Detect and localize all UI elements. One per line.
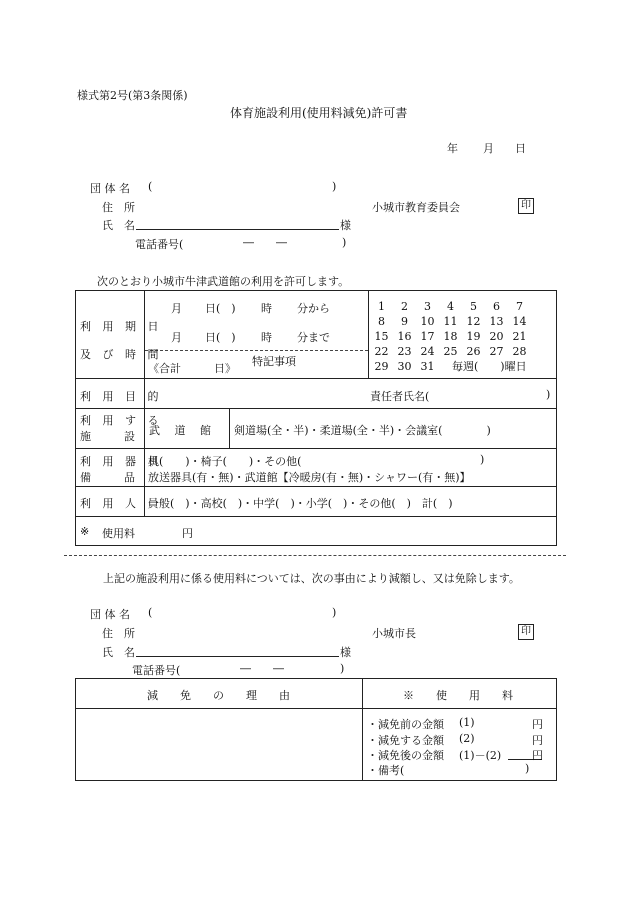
facility-label-line1: 利 用 す る [80, 414, 163, 427]
date-day: 日 [515, 142, 526, 155]
phone-separator-2: ― [276, 236, 287, 249]
responsible-person-label: 責任者氏名( [370, 390, 430, 403]
group-name-label-2: 団 体 名 [90, 608, 130, 621]
issuer-name-2: 小城市長 [372, 627, 416, 640]
seal-mark-2: 印 [518, 624, 534, 640]
calendar-day: 17 [420, 330, 435, 343]
table-divider [75, 486, 557, 487]
equipment-line2: 放送器具(有・無)・武道館【冷暖房(有・無)・シャワー(有・無)】 [148, 471, 471, 484]
before-amount-unit: 円 [532, 718, 543, 731]
cut-line [64, 555, 566, 556]
table-divider [75, 378, 557, 379]
calendar-day: 22 [374, 345, 389, 358]
remarks-label: ・備考( [367, 764, 405, 777]
phone-label: 電話番号( [135, 238, 184, 251]
calendar-day: 11 [443, 315, 458, 328]
calendar-day: 21 [512, 330, 527, 343]
calendar-divider [368, 290, 369, 378]
name-label: 氏 名 [102, 219, 135, 232]
users-detail: 一般( )・高校( )・中学( )・小学( )・その他( ) 計( ) [148, 497, 453, 510]
reduction-text: 上記の施設利用に係る使用料については、次の事由により減額し、又は免除します。 [103, 572, 520, 585]
calendar-day: 28 [512, 345, 527, 358]
calendar-day: 9 [401, 315, 408, 328]
time-dashed-divider [145, 350, 368, 351]
reason-header: 減 免 の 理 由 [147, 689, 290, 702]
facility-label-line2: 施 設 [80, 430, 135, 443]
calendar-day: 13 [489, 315, 504, 328]
calendar-day: 24 [420, 345, 435, 358]
calendar-day: 2 [401, 300, 408, 313]
phone-separator-1: ― [243, 236, 254, 249]
phone-separator-2-2: ― [273, 662, 284, 675]
period-label-line2: 及 び 時 間 [80, 348, 163, 361]
calendar-day: 27 [489, 345, 504, 358]
before-amount-ref: (1) [459, 716, 475, 729]
to-day: 日( ) [205, 331, 236, 344]
period-label-line1: 利 用 期 日 [80, 320, 163, 333]
name-suffix: 様 [340, 219, 351, 232]
document-title: 体育施設利用(使用料減免)許可書 [230, 106, 408, 120]
after-amount-ref: (1)－(2) [459, 749, 502, 762]
name-field-line [136, 229, 339, 230]
fee-header: ※ 使 用 料 [403, 689, 513, 702]
phone-label-2: 電話番号( [132, 664, 181, 677]
weekly-day: 毎週( )曜日 [452, 360, 527, 373]
calendar-day: 8 [378, 315, 385, 328]
phone-close-2: ) [340, 662, 345, 675]
seal-mark: 印 [518, 198, 534, 214]
calendar-day: 29 [374, 360, 389, 373]
calendar-day: 6 [493, 300, 500, 313]
issuer-name: 小城市教育委員会 [372, 201, 460, 214]
remarks-close: ) [525, 762, 530, 775]
group-name-close-2: ) [332, 606, 337, 619]
group-name-label: 団 体 名 [90, 182, 130, 195]
table-divider [75, 448, 557, 449]
calendar-day: 20 [489, 330, 504, 343]
fee-label: 使用料 [102, 527, 135, 540]
table-divider [75, 516, 557, 517]
phone-close: ) [342, 236, 347, 249]
group-name-open-2: ( [148, 606, 153, 619]
calendar-day: 19 [466, 330, 481, 343]
calendar-day: 31 [420, 360, 435, 373]
to-minute: 分まで [297, 331, 330, 344]
calendar-day: 10 [420, 315, 435, 328]
intro-text: 次のとおり小城市牛津武道館の利用を許可します。 [97, 275, 350, 288]
table-divider [75, 408, 557, 409]
equipment-line1: 机( )・椅子( )・その他( [148, 455, 302, 468]
calendar-day: 30 [397, 360, 412, 373]
equipment-line1-close: ) [480, 453, 485, 466]
users-label: 利 用 人 員 [80, 497, 163, 510]
special-notes-label: 特記事項 [252, 355, 296, 368]
date-year: 年 [447, 142, 458, 155]
calendar-day: 25 [443, 345, 458, 358]
equipment-label-line1: 利 用 器 具 [80, 455, 163, 468]
address-label-2: 住 所 [102, 627, 135, 640]
calendar-day: 3 [424, 300, 431, 313]
purpose-label: 利 用 目 的 [80, 390, 163, 403]
name-suffix-2: 様 [340, 646, 351, 659]
responsible-person-close: ) [546, 388, 551, 401]
calendar-day: 15 [374, 330, 389, 343]
reduction-amount-ref: (2) [459, 732, 475, 745]
facility-detail: 剣道場(全・半)・柔道場(全・半)・会議室( ) [234, 424, 491, 437]
calendar-day: 12 [466, 315, 481, 328]
to-hour: 時 [261, 331, 272, 344]
equipment-label-line2: 備 品 [80, 471, 135, 484]
name-label-2: 氏 名 [102, 646, 135, 659]
group-name-open: ( [148, 180, 153, 193]
name-field-line-2 [136, 656, 339, 657]
fee-unit: 円 [182, 527, 193, 540]
calendar-day: 7 [516, 300, 523, 313]
calendar-day: 16 [397, 330, 412, 343]
address-label: 住 所 [102, 201, 135, 214]
date-month: 月 [483, 142, 494, 155]
facility-name: 武 道 館 [149, 424, 211, 437]
after-amount-label: ・減免後の金額 [367, 749, 444, 762]
fee-mark: ※ [80, 525, 90, 538]
from-hour: 時 [261, 302, 272, 315]
reduction-table-divider [75, 708, 557, 709]
form-number: 様式第2号(第3条関係) [77, 89, 188, 102]
calendar-day: 14 [512, 315, 527, 328]
calendar-day: 1 [378, 300, 385, 313]
calendar-day: 18 [443, 330, 458, 343]
reduction-amount-unit: 円 [532, 734, 543, 747]
to-month: 月 [171, 331, 182, 344]
before-amount-label: ・減免前の金額 [367, 718, 444, 731]
after-amount-unit: 円 [532, 749, 543, 762]
reduction-column-divider [362, 678, 363, 781]
from-minute: 分から [297, 302, 330, 315]
total-days: 《合計 日》 [148, 362, 236, 375]
from-day: 日( ) [205, 302, 236, 315]
phone-separator-1-2: ― [240, 662, 251, 675]
facility-divider [229, 408, 230, 448]
calendar-day: 26 [466, 345, 481, 358]
group-name-close: ) [332, 180, 337, 193]
from-month: 月 [171, 302, 182, 315]
calendar-day: 23 [397, 345, 412, 358]
calendar-day: 5 [470, 300, 477, 313]
calendar-day: 4 [447, 300, 454, 313]
reduction-amount-label: ・減免する金額 [367, 734, 444, 747]
